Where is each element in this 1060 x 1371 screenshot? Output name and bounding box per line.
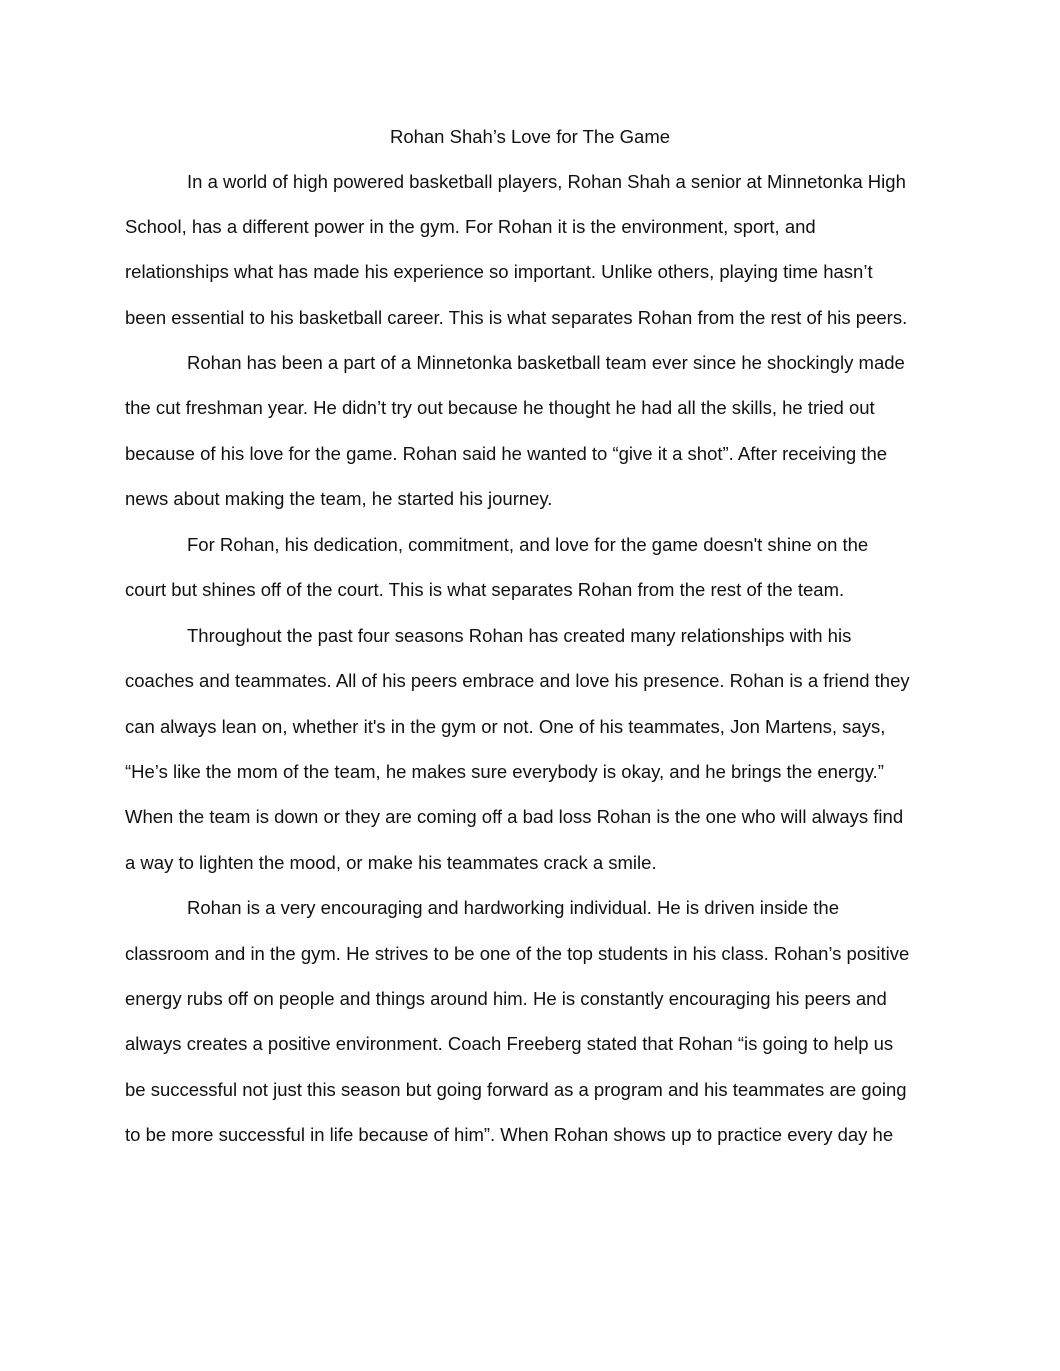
text-line: relationships what has made his experience so important. Unlike others, playing time hasn’t bbox=[125, 261, 873, 282]
text-line: court but shines off of the court. This is what separates Rohan from the rest of the team. bbox=[125, 579, 845, 600]
document-title: Rohan Shah’s Love for The Game bbox=[389, 126, 671, 147]
text-line: classroom and in the gym. He strives to be one of the top students in his class. Rohan’s positive bbox=[125, 943, 910, 964]
text-line: Rohan has been a part of a Minnetonka basketball team ever since he shockingly made bbox=[187, 352, 905, 373]
text-line: always creates a positive environment. Coach Freeberg stated that Rohan “is going to help us bbox=[125, 1033, 894, 1054]
text-line: because of his love for the game. Rohan said he wanted to “give it a shot”. After receiving the bbox=[125, 443, 888, 464]
text-line: to be more successful in life because of him”. When Rohan shows up to practice every day he bbox=[125, 1124, 894, 1145]
text-line: the cut freshman year. He didn’t try out because he thought he had all the skills, he tried out bbox=[125, 397, 875, 418]
text-line: be successful not just this season but going forward as a program and his teammates are going bbox=[125, 1079, 907, 1100]
text-line: Rohan is a very encouraging and hardworking individual. He is driven inside the bbox=[187, 897, 839, 918]
text-line: School, has a different power in the gym. For Rohan it is the environment, sport, and bbox=[125, 216, 816, 237]
text-line: Throughout the past four seasons Rohan has created many relationships with his bbox=[187, 625, 852, 646]
text-line: In a world of high powered basketball players, Rohan Shah a senior at Minnetonka High bbox=[187, 171, 906, 192]
text-line: When the team is down or they are coming off a bad loss Rohan is the one who will always find bbox=[125, 806, 904, 827]
text-line: can always lean on, whether it's in the gym or not. One of his teammates, Jon Martens, says, bbox=[125, 716, 886, 737]
text-line: energy rubs off on people and things around him. He is constantly encouraging his peers and bbox=[125, 988, 887, 1009]
text-line: news about making the team, he started his journey. bbox=[125, 488, 553, 509]
text-line: For Rohan, his dedication, commitment, and love for the game doesn't shine on the bbox=[187, 534, 869, 555]
text-line: a way to lighten the mood, or make his teammates crack a smile. bbox=[125, 852, 657, 873]
text-line: “He’s like the mom of the team, he makes sure everybody is okay, and he brings the energy.” bbox=[125, 761, 884, 782]
text-line: coaches and teammates. All of his peers embrace and love his presence. Rohan is a friend they bbox=[125, 670, 910, 691]
text-line: been essential to his basketball career. This is what separates Rohan from the rest of his peers. bbox=[125, 307, 908, 328]
